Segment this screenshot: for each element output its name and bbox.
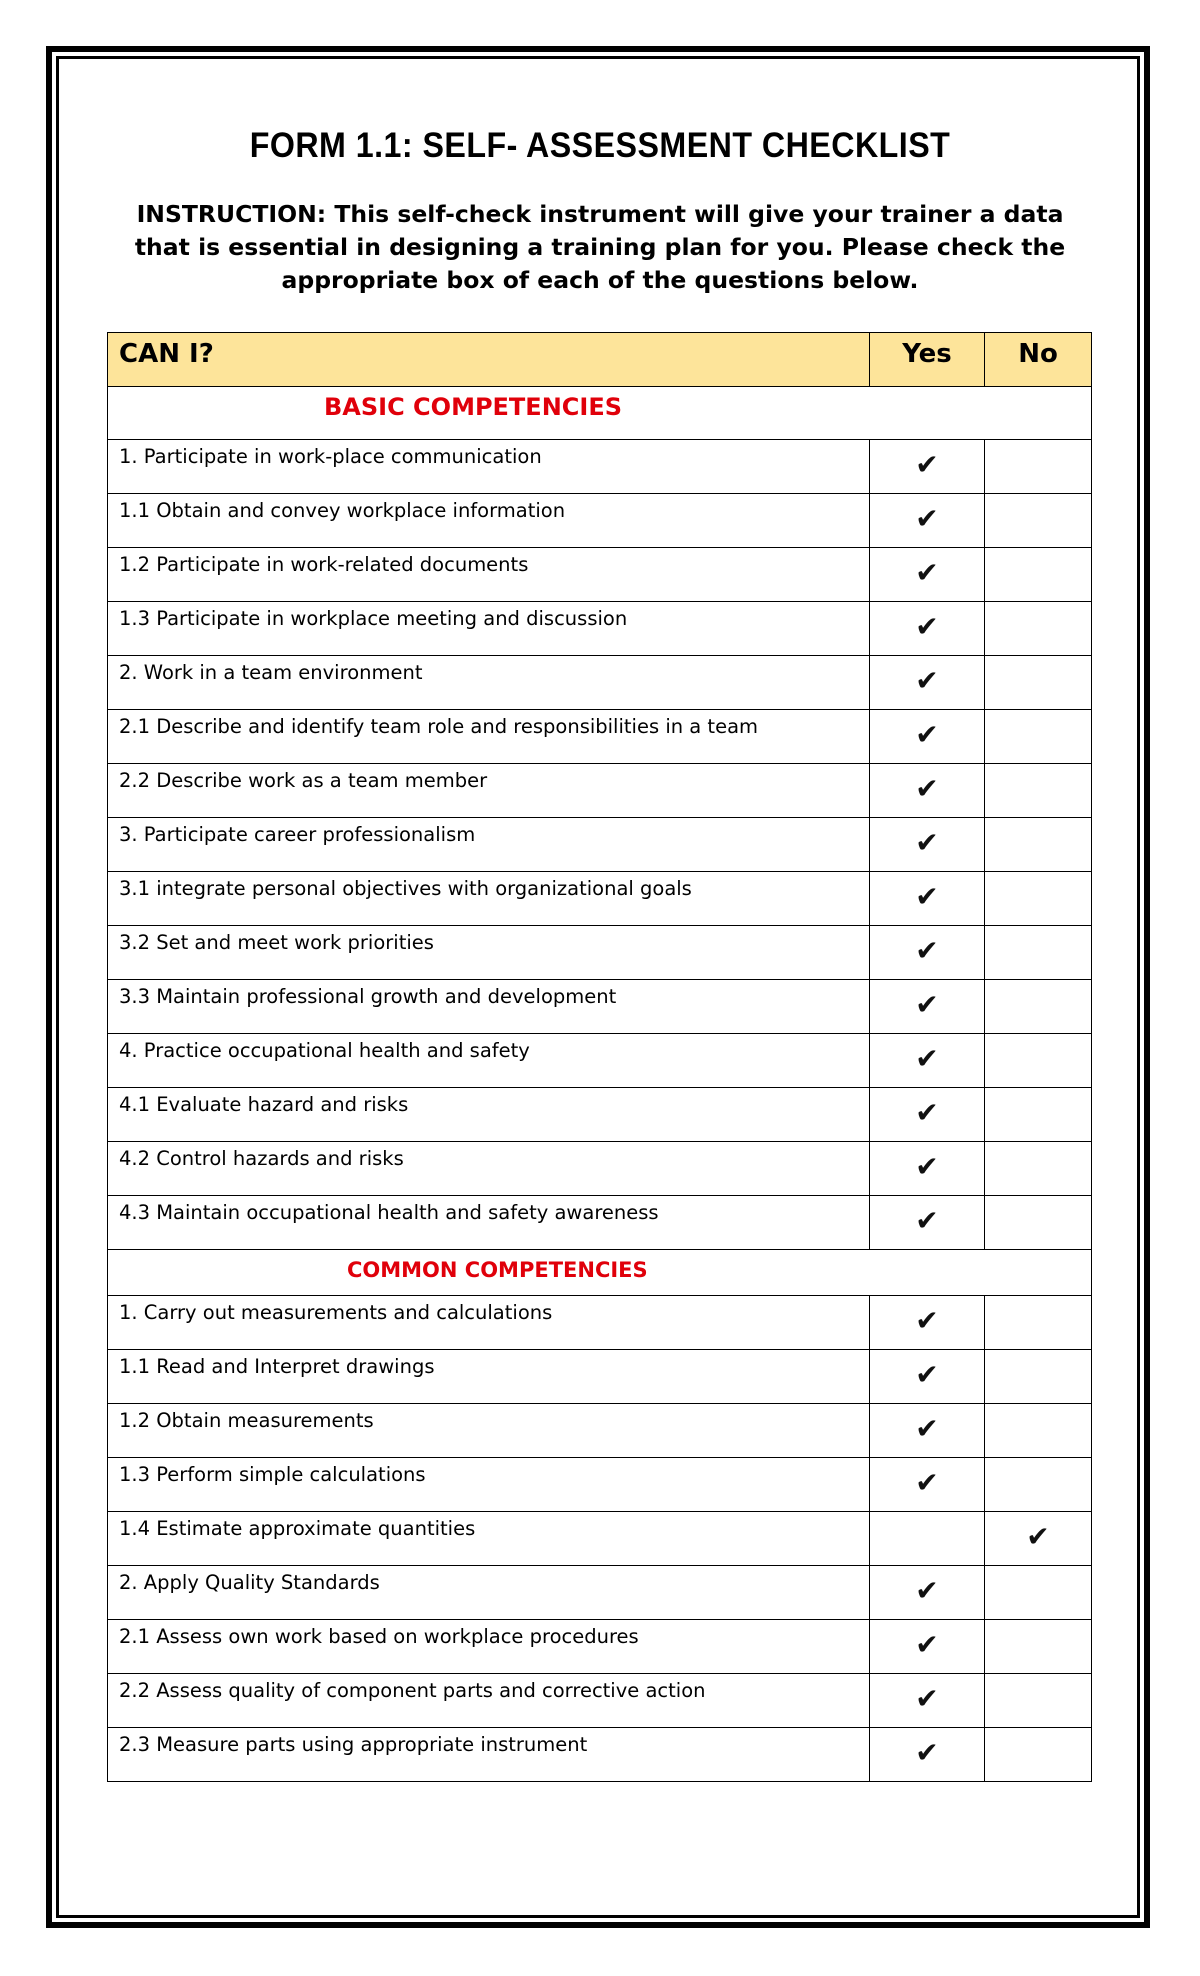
no-checkbox-cell[interactable] [985,1728,1092,1782]
no-checkbox-cell[interactable] [985,602,1092,656]
section-row-common [108,1250,1092,1296]
no-checkbox-cell[interactable] [985,494,1092,548]
table-row [108,1728,1092,1782]
checkmark-icon: ✔ [915,880,939,913]
no-checkbox-cell[interactable] [985,872,1092,926]
no-checkbox-cell[interactable] [985,1196,1092,1250]
table-row [108,1620,1092,1674]
table-row [108,1296,1092,1350]
competency-text: 2. Work in a team environment [108,656,870,710]
no-checkbox-cell[interactable] [985,548,1092,602]
competency-text: 2.1 Describe and identify team role and responsibilities in a team [108,710,870,764]
yes-checkbox-cell[interactable] [870,494,985,548]
no-checkbox-cell[interactable] [985,1296,1092,1350]
table-row [108,872,1092,926]
checkmark-icon: ✔ [915,1412,939,1445]
no-checkbox-cell[interactable] [985,656,1092,710]
no-checkbox-cell[interactable] [985,1512,1092,1566]
checkmark-icon: ✔ [915,448,939,481]
checkmark-icon: ✔ [915,1204,939,1237]
competency-text: 2. Apply Quality Standards [108,1566,870,1620]
yes-checkbox-cell[interactable] [870,980,985,1034]
no-checkbox-cell[interactable] [985,1458,1092,1512]
no-checkbox-cell[interactable] [985,1350,1092,1404]
section-basic-cell [108,387,1092,440]
yes-checkbox-cell[interactable] [870,872,985,926]
table-row [108,1512,1092,1566]
checkmark-icon: ✔ [915,772,939,805]
checkmark-icon: ✔ [915,664,939,697]
instruction-text: INSTRUCTION: This self-check instrument will give your trainer a data that is essential in designing a training plan for you. Please check the appropriate box of each of the questions below. [134,200,1066,294]
checkmark-icon: ✔ [915,826,939,859]
competency-text: 1. Participate in work-place communication [108,440,870,494]
yes-checkbox-cell[interactable] [870,1142,985,1196]
yes-checkbox-cell[interactable] [870,1034,985,1088]
checkmark-icon: ✔ [915,934,939,967]
table-row [108,1566,1092,1620]
no-checkbox-cell[interactable] [985,818,1092,872]
table-row [108,548,1092,602]
competency-text: 2.3 Measure parts using appropriate instrument [108,1728,870,1782]
yes-checkbox-cell[interactable] [870,1196,985,1250]
section-row-basic [108,387,1092,440]
yes-checkbox-cell[interactable] [870,764,985,818]
checkmark-icon: ✔ [915,1042,939,1075]
table-row [108,818,1092,872]
table-row [108,764,1092,818]
checkmark-icon: ✔ [915,1096,939,1129]
self-assessment-table [107,332,1092,1782]
table-header-row [108,333,1092,387]
table-row [108,602,1092,656]
checkmark-icon: ✔ [915,556,939,589]
form-title: FORM 1.1: SELF- ASSESSMENT CHECKLIST [249,126,951,165]
checkmark-icon: ✔ [915,1358,939,1391]
competency-text: 3. Participate career professionalism [108,818,870,872]
table-row [108,1034,1092,1088]
competency-text: 1.2 Obtain measurements [108,1404,870,1458]
yes-checkbox-cell[interactable] [870,1512,985,1566]
checkmark-icon: ✔ [915,718,939,751]
checkmark-icon: ✔ [915,610,939,643]
checkmark-icon: ✔ [915,988,939,1021]
yes-checkbox-cell[interactable] [870,1088,985,1142]
yes-checkbox-cell[interactable] [870,548,985,602]
no-checkbox-cell[interactable] [985,440,1092,494]
checkmark-icon: ✔ [1026,1520,1050,1553]
yes-checkbox-cell[interactable] [870,926,985,980]
table-row [108,1674,1092,1728]
section-title-common: COMMON COMPETENCIES [347,1258,648,1282]
no-checkbox-cell[interactable] [985,1034,1092,1088]
checkmark-icon: ✔ [915,1682,939,1715]
table-row [108,494,1092,548]
no-checkbox-cell[interactable] [985,1404,1092,1458]
table-row [108,1142,1092,1196]
checkmark-icon: ✔ [915,1466,939,1499]
table-row [108,1196,1092,1250]
yes-checkbox-cell[interactable] [870,440,985,494]
competency-text: 1.3 Participate in workplace meeting and discussion [108,602,870,656]
header-yes: Yes [870,333,985,387]
table-row [108,1458,1092,1512]
competency-text: 3.1 integrate personal objectives with organizational goals [108,872,870,926]
no-checkbox-cell[interactable] [985,1142,1092,1196]
table-row [108,1088,1092,1142]
yes-checkbox-cell[interactable] [870,602,985,656]
table-row [108,980,1092,1034]
competency-text: 4. Practice occupational health and safety [108,1034,870,1088]
competency-text: 1.1 Read and Interpret drawings [108,1350,870,1404]
yes-checkbox-cell[interactable] [870,1674,985,1728]
no-checkbox-cell[interactable] [985,764,1092,818]
competency-text: 1.1 Obtain and convey workplace information [108,494,870,548]
competency-text: 3.2 Set and meet work priorities [108,926,870,980]
competency-text: 3.3 Maintain professional growth and development [108,980,870,1034]
checkmark-icon: ✔ [915,1628,939,1661]
table-row [108,926,1092,980]
table-row [108,656,1092,710]
no-checkbox-cell[interactable] [985,710,1092,764]
no-checkbox-cell[interactable] [985,980,1092,1034]
yes-checkbox-cell[interactable] [870,1566,985,1620]
checkmark-icon: ✔ [915,1736,939,1769]
header-can-i: CAN I? [108,333,870,387]
table-row [108,710,1092,764]
competency-text: 4.1 Evaluate hazard and risks [108,1088,870,1142]
checkmark-icon: ✔ [915,502,939,535]
yes-checkbox-cell[interactable] [870,1296,985,1350]
yes-checkbox-cell[interactable] [870,1620,985,1674]
checkmark-icon: ✔ [915,1150,939,1183]
no-checkbox-cell[interactable] [985,1620,1092,1674]
yes-checkbox-cell[interactable] [870,656,985,710]
table-row [108,1350,1092,1404]
no-checkbox-cell[interactable] [985,1566,1092,1620]
header-no: No [985,333,1092,387]
competency-text: 2.2 Describe work as a team member [108,764,870,818]
checkmark-icon: ✔ [915,1304,939,1337]
competency-text: 1.4 Estimate approximate quantities [108,1512,870,1566]
competency-text: 1. Carry out measurements and calculations [108,1296,870,1350]
section-title-basic: BASIC COMPETENCIES [324,393,623,421]
section-common-cell [108,1250,1092,1296]
checkmark-icon: ✔ [915,1574,939,1607]
competency-text: 2.1 Assess own work based on workplace procedures [108,1620,870,1674]
competency-text: 2.2 Assess quality of component parts and corrective action [108,1674,870,1728]
competency-text: 1.2 Participate in work-related documents [108,548,870,602]
yes-checkbox-cell[interactable] [870,1728,985,1782]
no-checkbox-cell[interactable] [985,1088,1092,1142]
yes-checkbox-cell[interactable] [870,1404,985,1458]
table-row [108,440,1092,494]
competency-text: 4.2 Control hazards and risks [108,1142,870,1196]
competency-text: 4.3 Maintain occupational health and safety awareness [108,1196,870,1250]
yes-checkbox-cell[interactable] [870,710,985,764]
yes-checkbox-cell[interactable] [870,818,985,872]
yes-checkbox-cell[interactable] [870,1350,985,1404]
table-row [108,1404,1092,1458]
no-checkbox-cell[interactable] [985,1674,1092,1728]
competency-text: 1.3 Perform simple calculations [108,1458,870,1512]
no-checkbox-cell[interactable] [985,926,1092,980]
yes-checkbox-cell[interactable] [870,1458,985,1512]
